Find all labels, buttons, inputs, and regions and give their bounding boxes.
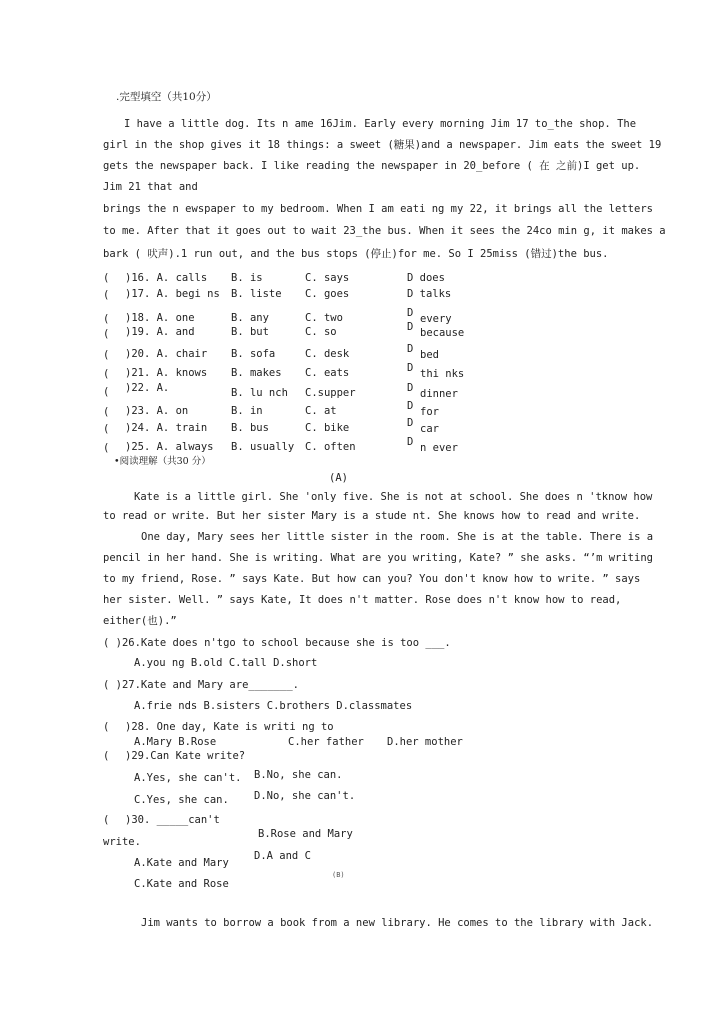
question-27-options: A.frie nds B.sisters C.brothers D.classmates bbox=[134, 700, 413, 712]
question-28-option-d: D.her mother bbox=[387, 736, 463, 748]
question-30: )30. _____can't bbox=[125, 814, 220, 826]
question-28: )28. One day, Kate is writi ng to bbox=[125, 721, 334, 733]
question-26: ( )26.Kate does n'tgo to school because she is too ___. bbox=[103, 637, 451, 649]
reading-b-line-1: Jim wants to borrow a book from a new library. He comes to the library with Jack. bbox=[141, 917, 654, 929]
passage-b-label: (B) bbox=[332, 871, 345, 879]
question-30-option-b: B.Rose and Mary bbox=[258, 828, 353, 840]
cloze-passage-line-1: I have a little dog. Its n ame 16Jim. Early every morning Jim 17 to_the shop. The bbox=[124, 118, 637, 130]
question-30-option-a: A.Kate and Mary bbox=[134, 857, 229, 869]
reading-a-line-4: pencil in her hand. She is writing. What are you writing, Kate? ” she asks. “’m writing bbox=[103, 552, 653, 564]
cloze-passage-line-6: to me. After that it goes out to wait 23_the bus. When it sees the 24co min g, it makes a bbox=[103, 225, 666, 237]
question-28-options-ab: A.Mary B.Rose bbox=[134, 736, 217, 748]
question-29-option-d: D.No, she can't. bbox=[254, 790, 356, 802]
question-29-option-b: B.No, she can. bbox=[254, 769, 343, 781]
question-30-paren: ( bbox=[103, 814, 110, 826]
question-27: ( )27.Kate and Mary are_______. bbox=[103, 679, 299, 691]
reading-a-line-2: to read or write. But her sister Mary is a stude nt. She knows how to read and write. bbox=[103, 510, 641, 522]
cloze-passage-line-7: bark ( 吠声).1 run out, and the bus stops (停止)for me. So I 25miss (错过)the bus. bbox=[103, 248, 609, 260]
cloze-passage-line-5: brings the n ewspaper to my bedroom. When I am eati ng my 22, it brings all the letters bbox=[103, 203, 653, 215]
question-29-paren: ( bbox=[103, 750, 110, 762]
reading-a-line-1: Kate is a little girl. She 'only five. She is not at school. She does n 'tknow how bbox=[134, 491, 653, 503]
question-30-option-d: D.A and C bbox=[254, 850, 311, 862]
question-30-option-c: C.Kate and Rose bbox=[134, 878, 229, 890]
question-26-options: A.you ng B.old C.tall D.short bbox=[134, 657, 318, 669]
cloze-passage-line-4: Jim 21 that and bbox=[103, 181, 198, 193]
reading-a-line-5: to my friend, Rose. ” says Kate. But how can you? You don't know how to write. ” says bbox=[103, 573, 641, 585]
reading-a-line-6: her sister. Well. ” says Kate, It does n't matter. Rose does n't know how to read, bbox=[103, 594, 622, 606]
reading-heading: •阅读理解（共30 分） bbox=[114, 456, 211, 467]
question-29-option-a: A.Yes, she can't. bbox=[134, 772, 242, 784]
question-28-option-c: C.her father bbox=[288, 736, 364, 748]
question-29-option-c: C.Yes, she can. bbox=[134, 794, 229, 806]
cloze-passage-line-2: girl in the shop gives it 18 things: a sweet (糖果)and a newspaper. Jim eats the sweet 19 bbox=[103, 139, 662, 151]
reading-a-line-3: One day, Mary sees her little sister in the room. She is at the table. There is a bbox=[141, 531, 654, 543]
cloze-heading: .完型填空（共10分） bbox=[116, 91, 217, 103]
question-30-write: write. bbox=[103, 836, 141, 848]
question-28-paren: ( bbox=[103, 721, 110, 733]
cloze-passage-line-3: gets the newspaper back. I like reading the newspaper in 20_before ( 在 之前)I get up. bbox=[103, 160, 641, 172]
passage-a-label: (A) bbox=[329, 472, 348, 484]
question-29: )29.Can Kate write? bbox=[125, 750, 246, 762]
reading-a-line-7: either(也).” bbox=[103, 615, 177, 627]
